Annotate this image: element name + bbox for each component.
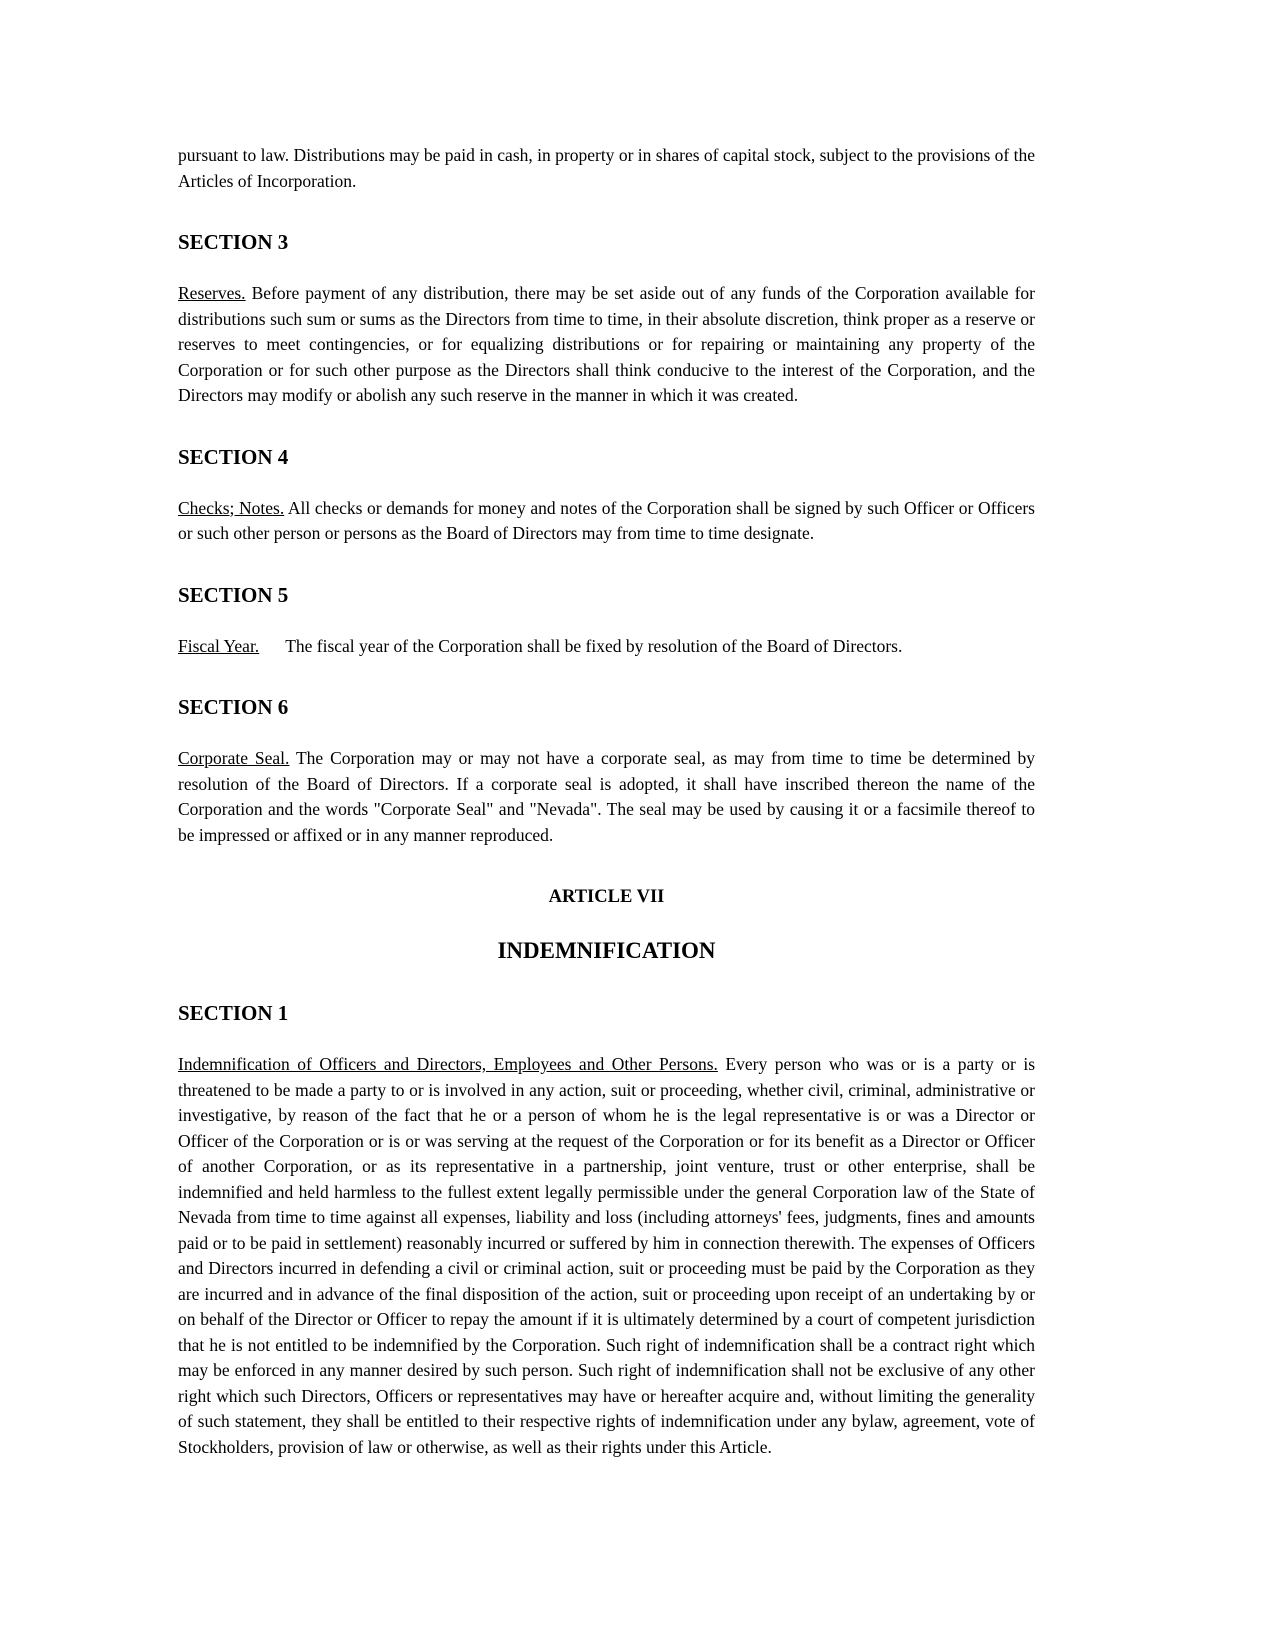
section-1-paragraph: [178, 1052, 1035, 1460]
section-1-heading: SECTION 1: [178, 1001, 289, 1025]
section-4-lead: Checks; Notes.: [178, 497, 285, 518]
section-6-paragraph: [178, 746, 1035, 848]
section-6-lead: Corporate Seal.: [178, 748, 290, 768]
section-5-lead: Fiscal Year.: [178, 635, 260, 656]
section-3-heading: SECTION 3: [178, 230, 289, 254]
intro-paragraph: pursuant to law. Distributions may be paid in cash, in property or in shares of capital stock, subject to the provisions of the Articles of Incorporation.: [178, 145, 1035, 191]
section-4-paragraph: [178, 496, 1035, 547]
section-1-lead: Indemnification of Officers and Directors, Employees and Other Persons.: [178, 1054, 718, 1074]
article-title: INDEMNIFICATION: [497, 938, 716, 963]
section-4-heading: SECTION 4: [178, 444, 289, 469]
section-1-body: Every person who was or is a party or is threatened to be made a party to or is involved in any action, suit or proceeding, whether civil, criminal, administrative or investigative, by reason of the fact that he or a person of whom he is the legal representative is or was a Director or Officer of the Corporation or is or was serving at the request of the Corporation or for its benefit as a Director or Officer of another Corporation, or as its representative in a partnership, joint venture, trust or other enterprise, shall be indemnified and held harmless to the fullest extent legally permissible under the general Corporation law of the State of Nevada from time to time against all expenses, liability and loss (including attorneys' fees, judgments, fines and amounts paid or to be paid in settlement) reasonably incurred or suffered by him in connection therewith. The expenses of Officers and Directors incurred in defending a civil or criminal action, suit or proceeding must be paid by the Corporation as they are incurred and in advance of the final disposition of the action, suit or proceeding upon receipt of an undertaking by or on behalf of the Director or Officer to repay the amount if it is ultimately determined by a court of competent jurisdiction that he is not entitled to be indemnified by the Corporation. Such right of indemnification shall be a contract right which may be enforced in any manner desired by such person. Such right of indemnification shall not be exclusive of any other right which such Directors, Officers or representatives may have or hereafter acquire and, without limiting the generality of such statement, they shall be entitled to their respective rights of indemnification under any bylaw, agreement, vote of Stockholders, provision of law or otherwise, as well as their rights under this Article.: [178, 1054, 1036, 1457]
section-6-heading: SECTION 6: [178, 695, 289, 719]
section-6-body: The Corporation may or may not have a corporate seal, as may from time to time be determined by resolution of the Board of Directors. If a corporate seal is adopted, it shall have inscribed thereon the name of the Corporation and the words "Corporate Seal" and "Nevada". The seal may be used by causing it or a facsimile thereof to be impressed or affixed or in any manner reproduced.: [178, 748, 1035, 845]
section-3-paragraph: [178, 281, 1035, 409]
section-3-body: Before payment of any distribution, there may be set aside out of any funds of the Corporation available for distributions such sum or sums as the Directors from time to time, in their absolute discretion, think proper as a reserve or reserves to meet contingencies, or for equalizing distributions or for repairing or maintaining any property of the Corporation or for such other purpose as the Directors shall think conducive to the interest of the Corporation, and the Directors may modify or abolish any such reserve in the manner in which it was created.: [178, 283, 1035, 405]
section-5-body: The fiscal year of the Corporation shall be fixed by resolution of the Board of Directors.: [285, 635, 903, 656]
section-5-heading: SECTION 5: [178, 582, 289, 607]
article-label: ARTICLE VII: [548, 887, 665, 907]
section-4-body: All checks or demands for money and notes of the Corporation shall be signed by such Officer or Officers or such other person or persons as the Board of Directors may from time to time designate.: [178, 497, 1035, 543]
section-5-paragraph: [178, 634, 1035, 660]
section-3-lead: Reserves.: [178, 283, 246, 303]
